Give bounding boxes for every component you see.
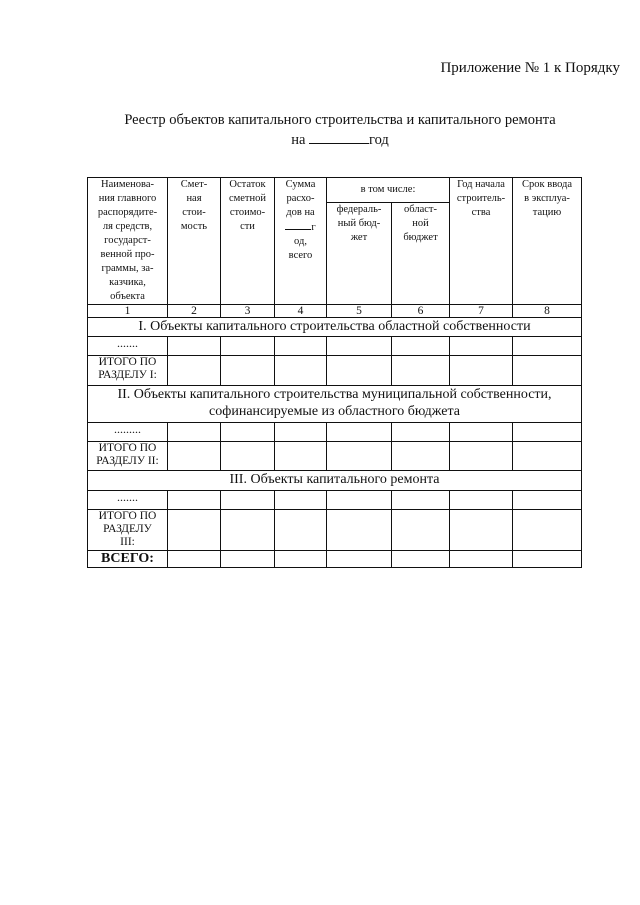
section-3-total-label: ИТОГО ПО РАЗДЕЛУ III: [88,510,168,551]
empty-cell [221,442,275,471]
header-col-2: Смет- ная стои- мость [168,178,221,305]
empty-cell [513,551,582,568]
section-1-title-row [88,318,582,337]
section-2-dots-row [88,423,582,442]
registry-table [87,177,582,568]
placeholder-dots: ......... [88,423,168,442]
grand-total-row [88,551,582,568]
column-number: 5 [327,305,392,318]
empty-cell [513,510,582,551]
section-1-total-row [88,356,582,386]
header-col-8: Срок ввода в эксплуа- тацию [513,178,582,305]
year-blank [309,130,369,144]
empty-cell [392,510,450,551]
empty-cell [327,442,392,471]
empty-cell [450,423,513,442]
header-col-4: Сумма расхо- дов на г од, всего [275,178,327,305]
header-row-1 [88,178,582,203]
section-3-total-row [88,510,582,551]
empty-cell [168,551,221,568]
empty-cell [327,356,392,386]
empty-cell [392,337,450,356]
empty-cell [513,442,582,471]
empty-cell [168,423,221,442]
empty-cell [275,491,327,510]
header-col-7: Год начала строитель- ства [450,178,513,305]
empty-cell [392,551,450,568]
header-group: в том числе: [327,178,450,203]
empty-cell [392,442,450,471]
placeholder-dots: ....... [88,337,168,356]
column-number: 8 [513,305,582,318]
empty-cell [221,510,275,551]
empty-cell [392,356,450,386]
placeholder-dots: ....... [88,491,168,510]
empty-cell [327,337,392,356]
empty-cell [221,491,275,510]
empty-cell [450,510,513,551]
section-2-title-row [88,386,582,423]
title-prefix: на [291,132,306,148]
column-number: 1 [88,305,168,318]
empty-cell [168,337,221,356]
title-line-2 [60,130,620,150]
column-number: 3 [221,305,275,318]
empty-cell [221,337,275,356]
header-col-3: Остаток сметной стоимо- сти [221,178,275,305]
section-2-title: II. Объекты капитального строительства муниципальной собственности, софинансируемые из областного бюджета [88,386,582,423]
title-line-1: Реестр объектов капитального строительства и капитального ремонта [124,112,556,128]
empty-cell [450,442,513,471]
empty-cell [450,337,513,356]
empty-cell [275,510,327,551]
empty-cell [275,442,327,471]
empty-cell [168,442,221,471]
empty-cell [392,491,450,510]
empty-cell [392,423,450,442]
empty-cell [513,423,582,442]
empty-cell [275,423,327,442]
section-2-total-row [88,442,582,471]
column-numbers-row [88,305,582,318]
header-col-1: Наименова- ния главного распорядите- ля средств, государст- венной про- граммы, за- казчика, объекта [88,178,168,305]
section-3-title-row [88,471,582,491]
empty-cell [221,551,275,568]
section-3-title: III. Объекты капитального ремонта [88,471,582,491]
header-col-6: област- ной бюджет [392,202,450,304]
column-number: 6 [392,305,450,318]
empty-cell [450,491,513,510]
column-number: 7 [450,305,513,318]
empty-cell [221,356,275,386]
empty-cell [327,510,392,551]
section-1-title: I. Объекты капитального строительства областной собственности [88,318,582,337]
annex-label: Приложение № 1 к Порядку [440,60,620,76]
section-2-total-label: ИТОГО ПО РАЗДЕЛУ II: [88,442,168,471]
empty-cell [450,356,513,386]
empty-cell [513,356,582,386]
empty-cell [275,551,327,568]
empty-cell [327,551,392,568]
empty-cell [275,356,327,386]
document-title [60,111,620,150]
empty-cell [168,510,221,551]
empty-cell [513,491,582,510]
grand-total-label: ВСЕГО: [88,551,168,568]
empty-cell [168,356,221,386]
empty-cell [168,491,221,510]
empty-cell [275,337,327,356]
header-col-5: федераль- ный бюд- жет [327,202,392,304]
empty-cell [450,551,513,568]
empty-cell [513,337,582,356]
column-number: 2 [168,305,221,318]
section-3-dots-row [88,491,582,510]
section-1-total-label: ИТОГО ПО РАЗДЕЛУ I: [88,356,168,386]
column-number: 4 [275,305,327,318]
section-1-dots-row [88,337,582,356]
title-suffix: год [369,132,389,148]
empty-cell [327,423,392,442]
empty-cell [327,491,392,510]
empty-cell [221,423,275,442]
year-blank-small [285,220,311,230]
